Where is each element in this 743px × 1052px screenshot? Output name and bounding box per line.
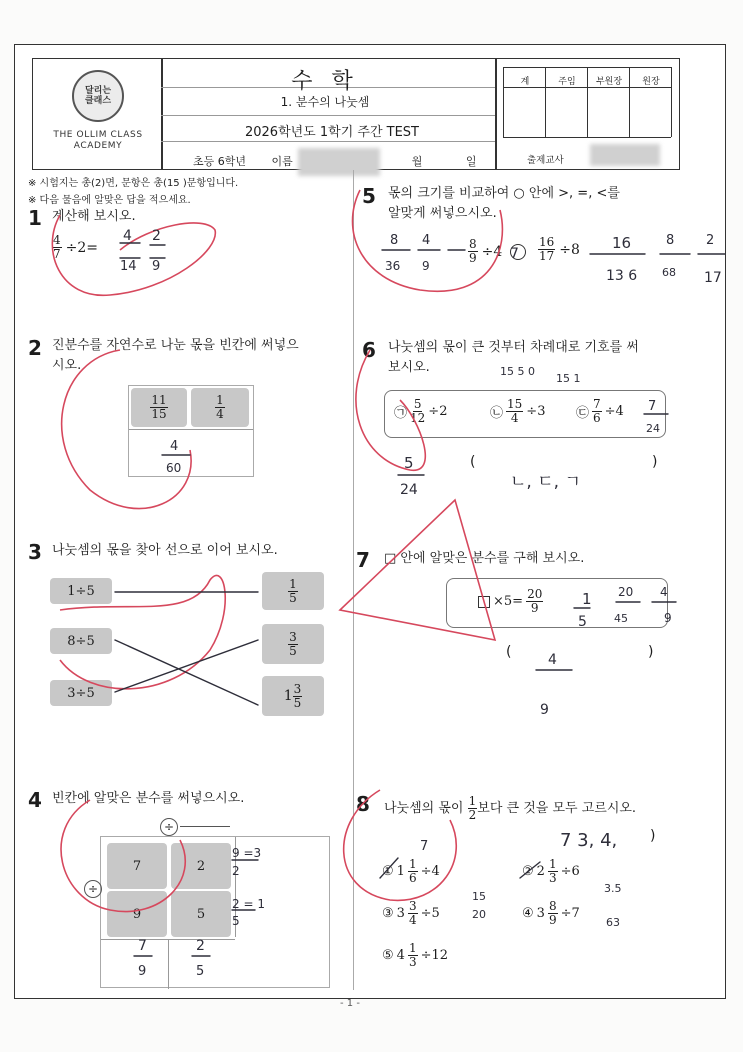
notice-line: ※ 다음 물음에 알맞은 답을 적으세요. [28,195,191,206]
examiner-label: 출제교사 [527,155,564,166]
pencil-mark [382,250,725,254]
q8-option[interactable]: ② 2 $\frac{1}{3}$ ÷6 [522,857,580,885]
svg-text:15 1: 15 1 [556,372,581,385]
q3-right-card[interactable]: $\frac{1}{5}$ [262,572,324,610]
question-text: 나눗셈의 몫이 $\frac{1}{2}$ 보다 큰 것을 모두 고르시오. [384,794,637,822]
svg-text:24: 24 [400,482,418,498]
approval-label: 원장 [642,77,660,87]
svg-text:2: 2 [706,233,715,248]
svg-text:20: 20 [472,908,486,921]
q4-cell: 7 [107,843,167,889]
q4-cell: 2 [171,843,231,889]
svg-text:60: 60 [166,461,182,475]
q3-left-card[interactable]: 8÷5 [50,628,112,654]
q4-cell: 5 [171,891,231,937]
q3-left-card[interactable]: 3÷5 [50,680,112,706]
question-text: □ 안에 알맞은 분수를 구해 보시오. [384,551,585,566]
svg-text:9: 9 [138,964,147,979]
svg-text:2: 2 [232,864,240,878]
academy-logo: 달리는 클래스 [72,70,124,122]
approval-label: 계 [520,77,530,87]
svg-text:7: 7 [138,938,147,954]
svg-text:20: 20 [618,585,634,599]
q6-option: ㉠ $\frac{5}{12}$ ÷2 [394,397,448,425]
svg-text:5: 5 [232,914,240,928]
svg-text:4: 4 [660,585,668,599]
question-number: 5 [362,184,376,208]
pencil-mark [398,414,668,475]
notice-line: ※ 시험지는 총(2)면, 문항은 총(15 )문항입니다. [28,178,239,189]
red-mark [61,800,185,912]
question-number: 4 [28,788,42,812]
svg-text:16: 16 [612,234,632,252]
svg-text:2: 2 [196,938,205,954]
question-text: 나눗셈의 몫을 찾아 선으로 이어 보시오. [52,543,278,558]
svg-text:2: 2 [152,228,161,244]
svg-text:5: 5 [578,614,587,630]
red-mark [344,790,457,900]
svg-text:68: 68 [662,266,676,279]
svg-text:7: 7 [420,839,429,854]
svg-text:14: 14 [120,259,137,274]
svg-text:9: 9 [152,259,161,274]
approval-label: 부원장 [595,77,623,87]
page-number: - 1 - [340,998,360,1009]
q8-option[interactable]: ④ 3 $\frac{8}{9}$ ÷7 [522,899,580,927]
academy-name: THE OLLIM CLASS ACADEMY [53,130,143,151]
q8-option[interactable]: ③ 3 $\frac{3}{4}$ ÷5 [382,899,440,927]
question-text: 몫의 크기를 비교하여 ○ 안에 >, =, <를 알맞게 써넣으시오. [388,186,620,221]
svg-text:4: 4 [123,228,132,244]
q3-left-card[interactable]: 1÷5 [50,578,112,604]
q6-option: ㉢ $\frac{7}{6}$ ÷4 [576,397,624,425]
svg-text:8: 8 [390,233,399,248]
question-text: 나눗셈의 몫이 큰 것부터 차례대로 기호를 써 보시오. [388,340,639,375]
divide-circle-left: ÷ [84,880,102,898]
question-text: 빈칸에 알맞은 분수를 써넣으시오. [52,791,245,806]
q2-cell: $\frac{1}{4}$ [191,388,249,427]
q4-cell: 9 [107,891,167,937]
q3-right-card[interactable]: $\frac{3}{5}$ [262,624,324,664]
unit-title: 1. 분수의 나눗셈 [280,95,370,109]
test-name: 2026학년도 1학기 주간 TEST [244,125,419,140]
svg-text:1: 1 [582,590,592,608]
question-text: 계산해 보시오. [52,209,136,224]
red-mark [52,215,215,295]
svg-text:3.5: 3.5 [604,882,622,895]
svg-text:2 = 1: 2 = 1 [232,897,265,911]
question-number: 8 [356,792,370,816]
svg-text:7: 7 [648,399,657,414]
svg-text:17: 17 [704,270,722,286]
q1-expression: $\frac{4}{7}$ ÷2= [53,233,99,261]
pencil-mark [536,602,676,670]
svg-text:45: 45 [614,612,628,625]
approval-label: 주임 [558,77,576,87]
svg-text:4: 4 [422,233,431,248]
question-number: 3 [28,540,42,564]
student-info-row: 초등 6학년 이름 월 일 [175,148,477,176]
pencil-mark [380,858,540,878]
svg-text:7 3, 4,: 7 3, 4, [560,830,618,851]
question-number: 7 [356,548,370,572]
question-number: 2 [28,336,42,360]
svg-text:36: 36 [385,259,401,273]
red-mark [62,350,191,509]
svg-text:13 6: 13 6 [606,268,638,284]
svg-text:ㄴ, ㄷ, ㄱ: ㄴ, ㄷ, ㄱ [510,472,581,492]
svg-text:8: 8 [666,233,675,248]
question-number: 1 [28,206,42,230]
question-text: 진분수를 자연수로 나눈 몫을 빈칸에 써넣으 시오. [52,338,299,373]
svg-text:7: 7 [510,246,519,262]
q6-option: ㉡ $\frac{15}{4}$ ÷3 [490,397,546,425]
svg-text:5: 5 [196,964,205,979]
q2-cell: $\frac{11}{15}$ [131,388,187,427]
q8-option[interactable]: ⑤ 4 $\frac{1}{3}$ ÷12 [382,941,449,969]
svg-text:9: 9 [664,611,672,625]
question-number: 6 [362,338,376,362]
svg-text:5: 5 [404,454,414,472]
red-mark [356,350,425,470]
divide-circle-top: ÷ [160,818,178,836]
q8-option[interactable]: ① 1 $\frac{1}{6}$ ÷4 [382,857,440,885]
svg-text:9: 9 [422,259,430,273]
q5-right-expr: $\frac{16}{17}$ ÷8 [539,235,580,263]
svg-text:63: 63 [606,916,620,929]
svg-text:15: 15 [472,890,486,903]
red-mark [340,500,495,640]
q5-left-expr: $\frac{8}{9}$ ÷4 [469,237,503,265]
svg-text:4: 4 [170,439,179,454]
svg-text:15 5 0: 15 5 0 [500,365,535,378]
subject-title: 수 학 [291,69,359,94]
svg-text:24: 24 [646,422,660,435]
svg-text:9: 9 [540,702,549,718]
svg-text:9 =3: 9 =3 [232,846,262,860]
q3-right-card[interactable]: 1 $\frac{3}{5}$ [262,676,324,716]
q7-expression: ×5= $\frac{20}{9}$ [478,588,543,615]
svg-text:4: 4 [548,652,557,668]
